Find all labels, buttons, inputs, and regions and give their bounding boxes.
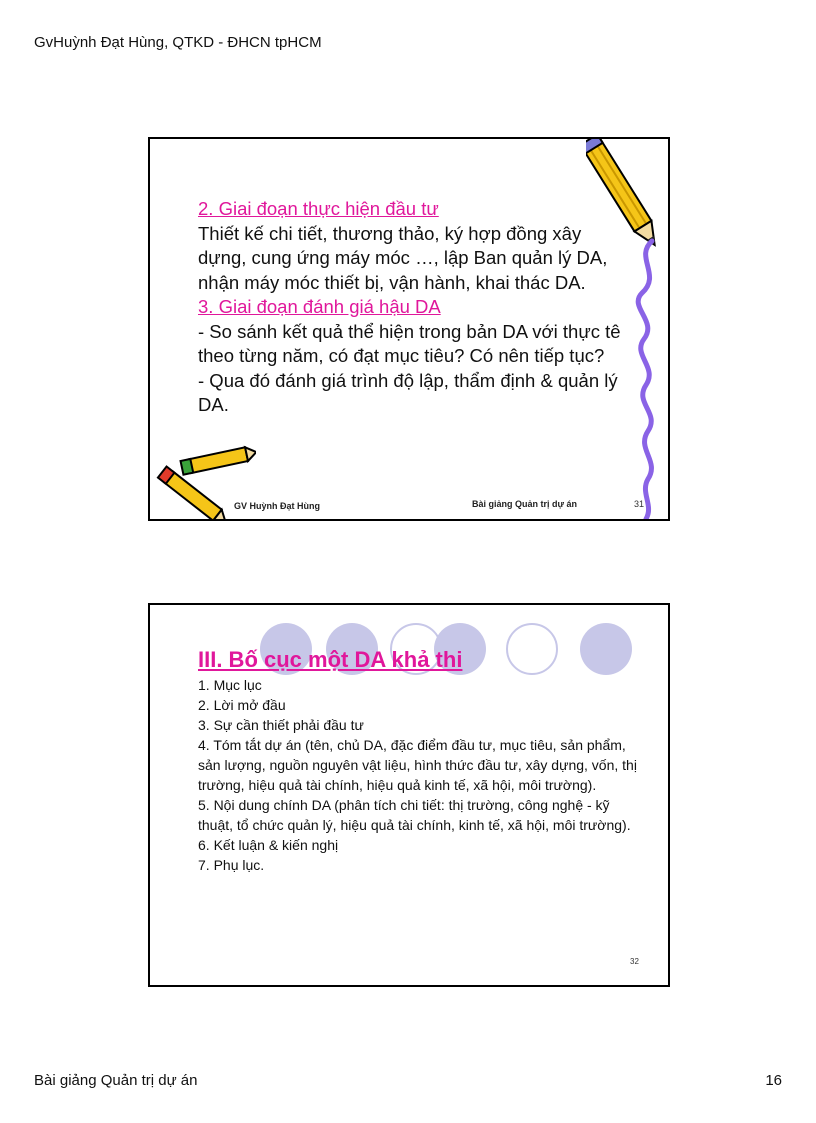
slide-number: 32 [630, 957, 639, 966]
section-text-implementation: Thiết kế chi tiết, thương thảo, ký hợp đồng xây dựng, cung ứng máy móc …, lập Ban quản lý DA, nhận máy móc thiết bị, vận hành, khai thác DA. [198, 222, 608, 293]
list-item: 3. Sự cần thiết phải đầu tư [198, 717, 364, 733]
section-heading-evaluation: 3. Giai đoạn đánh giá hậu DA [198, 296, 441, 317]
page-footer-title: Bài giảng Quản trị dự án [34, 1072, 198, 1089]
circle-decor [506, 623, 558, 675]
list-item: 1. Mục lục [198, 677, 262, 693]
outline-list [198, 675, 648, 875]
section-heading-implementation: 2. Giai đoạn thực hiện đầu tư [198, 198, 439, 219]
slide-title: III. Bố cục một DA khả thi [198, 647, 463, 672]
slide-31-content [198, 197, 628, 418]
squiggle-line [624, 235, 668, 519]
slide-31 [148, 137, 670, 521]
bullet-compare: - So sánh kết quả thể hiện trong bản DA với thực tê theo từng năm, có đạt mục tiêu? Có nên tiếp tục? [198, 320, 621, 366]
list-item: 6. Kết luận & kiến nghị [198, 837, 339, 853]
list-item: 2. Lời mở đầu [198, 697, 286, 713]
slide-footer-author: GV Huỳnh Đạt Hùng [234, 501, 320, 511]
slide-footer-course: Bài giảng Quản trị dự án [472, 499, 578, 509]
bullet-assess: - Qua đó đánh giá trình độ lập, thẩm định & quản lý DA. [198, 369, 618, 415]
list-item: 7. Phụ lục. [198, 857, 265, 873]
page-header: GvHuỳnh Đạt Hùng, QTKD - ĐHCN tpHCM [34, 34, 322, 51]
circle-decor [580, 623, 632, 675]
list-item: 4. Tóm tắt dự án (tên, chủ DA, đặc điểm đầu tư, mục tiêu, sản phẩm, sản lượng, nguồn nguyên vật liệu, hình thức đầu tư, xây dựng, vốn, thị trường, hiệu quả tài chính, hiệu quả kinh tế, xã hội, môi trường). [198, 737, 637, 793]
slide-number: 31 [634, 499, 645, 509]
page-number: 16 [765, 1072, 782, 1089]
list-item: 5. Nội dung chính DA (phân tích chi tiết: thị trường, công nghệ - kỹ thuật, tổ chức quản lý, hiệu quả tài chính, kinh tế, xã hội, môi trường). [198, 797, 631, 833]
slide-32 [148, 603, 670, 987]
